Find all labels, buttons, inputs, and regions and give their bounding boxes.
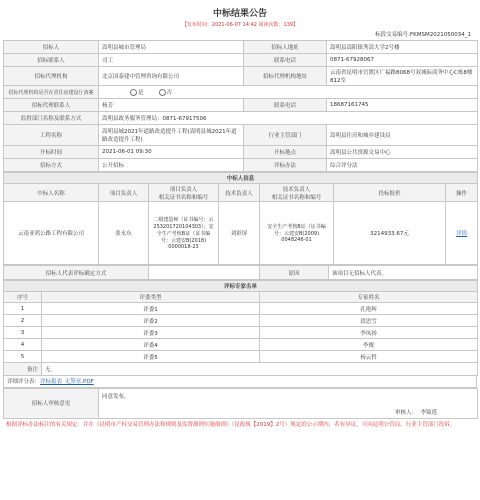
tenderer-addr-value: 嵩明县嵩阳镇秀嵩大学2号楼 [327,41,478,54]
agency-label: 招标代理机构 [4,67,99,86]
agency-contact-label: 招标代理联系人 [4,99,99,112]
eval-label: 评标办法 [244,159,327,172]
agency-value: 北京国泰建中管理咨询有限公司 [99,67,244,86]
tenderer-value: 嵩明县城市管理局 [99,41,244,54]
remark-label: 备注 [4,363,42,376]
reviewer-name: 李锦莲 [420,409,437,416]
footer-note: 根据评标办法标注的有关规定：并在《昆明市产权交易管理办法和规则及监督细则实施细则》（昆政规【2019】2号）规定的公示期内，若有异议，可向昆明公管局、行业主管部门投诉。 [6,421,456,428]
expert-type: 评委4 [42,339,260,351]
supervisor-value: 嵩明县政务服务管理局：0871-67917506 [99,112,478,125]
remark-value: 无。 [42,363,478,376]
eval-value: 综合评分法 [327,159,478,172]
record-yes-radio[interactable] [130,89,137,96]
expert-name: 李凤扬 [260,327,478,339]
rep-reason-label: 原因 [260,266,329,280]
table-row [4,315,478,327]
method-label: 招标方式 [4,159,99,172]
rep-table [3,265,478,280]
expert-name: 杨云哲 [260,351,478,363]
rep-value [149,266,260,280]
method-value: 公开招标 [99,159,244,172]
record-yes-label: 是 [138,90,144,96]
winner-table [3,172,478,265]
expert-name: 李俊 [260,339,478,351]
agency-phone-value: 18687161745 [327,99,478,112]
expert-no: 1 [4,303,42,315]
winner-col-price: 投标报价 [334,184,446,202]
winner-col-pm: 项目负责人 [99,184,149,202]
rep-reason-value: 该项目无招标人代表。 [329,266,478,280]
opinion-label: 招标人审核意见 [4,388,99,418]
winner-col-action: 操作 [446,184,478,202]
project-label: 工程名称 [4,125,99,146]
tenderer-phone-value: 0871-67928067 [327,54,478,67]
detail-file-link[interactable]: 评标报表_无签章.PDF [40,379,94,386]
experts-col-type: 评委类型 [42,292,260,303]
agency-phone-label: 联系电话 [244,99,327,112]
open-time-value: 2021-06-01 09:30 [99,146,244,159]
tenderer-contact-value: 司工 [99,54,244,67]
expert-type: 评委5 [42,351,260,363]
experts-col-no: 序号 [4,292,42,303]
winner-col-tech: 技术负责人 [219,184,260,202]
experts-table [3,280,478,376]
record-options [99,86,478,99]
trade-number: 标段交易编号:FKMSM2021050034_1 [375,32,471,38]
opinion-table [3,388,478,419]
expert-name: 孔艳辉 [260,303,478,315]
opinion-value: 同意发布。 [102,393,130,400]
expert-no: 5 [4,351,42,363]
winner-tech-cert: 安全生产考核B证（证书编号：云建安B(2009) 0048246-01 [260,202,334,265]
detail-table [3,376,477,388]
open-place-value: 嵩明县公共资源交易中心 [327,146,478,159]
rep-label: 招标人代表评标确定方式 [4,266,149,280]
record-no-radio[interactable] [159,89,166,96]
tenderer-phone-label: 联系电话 [244,54,327,67]
reviewer-label: 审核人： [394,409,417,416]
agency-addr-label: 招标代理机构地址 [244,67,327,86]
table-row [4,339,478,351]
winner-detail-link[interactable]: 详情 [446,202,478,265]
tenderer-contact-label: 招标联系人 [4,54,99,67]
detail-label: 详细评分表： [7,379,41,386]
open-time-label: 开标时间 [4,146,99,159]
page-title: 中标结果公告 [212,9,267,19]
record-label: 招标代理机构是否在省住房建设厅备案 [4,86,99,99]
winner-col-tech-cert: 技术负责人 相关证书名称和编号 [260,184,334,202]
winner-section-title: 中标人信息 [4,173,478,184]
winner-name: 云南亚鸿公路工程有限公司 [4,202,99,265]
expert-type: 评委3 [42,327,260,339]
record-no-label: 否 [166,90,173,96]
winner-tech: 刘彩屏 [219,202,260,265]
project-value: 嵩明县城2021年道路改造提升工程(嵩明县城2021年道路改造提升工程) [99,125,244,146]
winner-col-name: 中标人名称 [4,184,99,202]
info-table [3,40,478,172]
agency-contact-value: 杨芳 [99,99,244,112]
experts-section-title: 评标专家名单 [4,281,478,292]
table-row [4,351,478,363]
tenderer-label: 招标人 [4,41,99,54]
experts-col-name: 专家姓名 [260,292,478,303]
winner-pm: 张永东 [99,202,149,265]
supervisor-label: 监督部门名称及联系方式 [4,112,99,125]
industry-value: 嵩明县住房和城乡建设局 [327,125,478,146]
tenderer-addr-label: 招标人地址 [244,41,327,54]
publish-meta: 【发布时间：2021-06-07 14:42 阅读次数：139】 [181,22,299,28]
expert-type: 评委1 [42,303,260,315]
reviewer-block [395,408,437,416]
industry-label: 行业主管部门 [244,125,327,146]
winner-row [4,202,478,265]
table-row [4,303,478,315]
detail-row [4,376,477,387]
open-place-label: 开标地点 [244,146,327,159]
expert-no: 3 [4,327,42,339]
opinion-cell [99,388,478,418]
winner-col-pm-cert: 项目负责人 相关证书名称和编号 [149,184,219,202]
winner-price: 3214933.67元 [334,202,446,265]
announcement [3,0,477,431]
expert-no: 2 [4,315,42,327]
winner-pm-cert: 二级建造师（证书编号：云253201720104303）；安全生产考核B证（证书编号：云建安B(2018) 0000018-23 [149,202,219,265]
table-row [4,327,478,339]
expert-name: 段思雪 [260,315,478,327]
expert-no: 4 [4,339,42,351]
agency-addr-value: 云南省昆明市官渡区广福路8068号双城际商务中心C栋8楼812室 [327,67,478,86]
expert-type: 评委2 [42,315,260,327]
